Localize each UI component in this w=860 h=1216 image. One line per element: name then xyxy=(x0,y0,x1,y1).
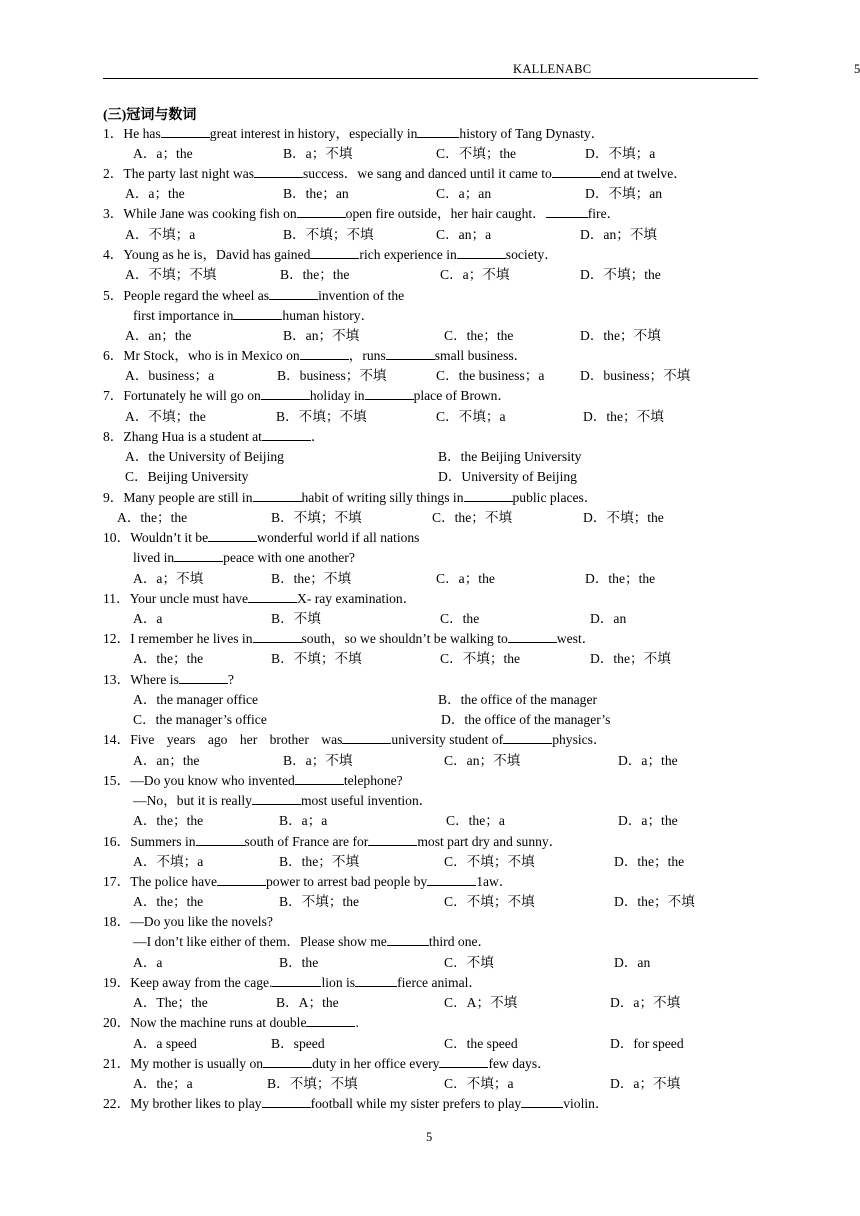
option-b: B．不填；不填 xyxy=(267,1076,358,1091)
question-4: 4．Young as he is，David has gained rich experience in society． xyxy=(103,247,558,262)
question-19: 19．Keep away from the cage. lion is fierce animal． xyxy=(103,975,483,990)
header-page-number: 5 xyxy=(854,62,860,76)
option-d: D．for speed xyxy=(610,1036,684,1051)
option-c: C．a；the xyxy=(436,571,495,586)
option-a: A．不填；a xyxy=(125,227,196,242)
option-a: A．an；the xyxy=(125,328,192,343)
option-a: A．business；a xyxy=(125,368,215,383)
option-c: C．the xyxy=(440,611,480,626)
option-c: C．不填 xyxy=(444,955,494,970)
question-15: 15．—Do you know who invented telephone? xyxy=(103,773,403,788)
option-d: D．an；不填 xyxy=(580,227,658,242)
answer-blank xyxy=(253,490,302,502)
option-d: D．the；不填 xyxy=(583,409,664,424)
option-d: D．an xyxy=(614,955,651,970)
question-20: 20．Now the machine runs at double . xyxy=(103,1015,359,1030)
answer-blank xyxy=(457,247,506,259)
question-22: 22．My brother likes to play football while my sister prefers to play violin． xyxy=(103,1096,609,1111)
option-c: C．A；不填 xyxy=(444,995,518,1010)
option-d: D．business；不填 xyxy=(580,368,691,383)
question-14: 14．Five years ago her brother was university student of physics． xyxy=(103,732,607,747)
answer-blank xyxy=(295,773,344,785)
option-b: B．a；不填 xyxy=(283,146,353,161)
answer-blank xyxy=(521,1096,563,1108)
option-c: C．the speed xyxy=(444,1036,518,1051)
option-c: C．an；a xyxy=(436,227,492,242)
answer-blank xyxy=(417,126,459,138)
option-b: B．不填；不填 xyxy=(271,651,362,666)
option-a: A．a xyxy=(133,955,163,970)
option-c: C．the；不填 xyxy=(432,510,513,525)
answer-blank xyxy=(464,490,513,502)
option-c: C．不填；a xyxy=(436,409,506,424)
question-17: 17．The police have power to arrest bad people by 1aw． xyxy=(103,874,513,889)
option-b: B．不填；the xyxy=(279,894,360,909)
answer-blank xyxy=(208,530,257,542)
option-b: B．the office of the manager xyxy=(438,692,598,707)
option-a: A．a xyxy=(133,611,163,626)
option-c: C．the；a xyxy=(446,813,505,828)
section-title: (三)冠词与数词 xyxy=(103,108,197,123)
answer-blank xyxy=(217,874,266,886)
question-21: 21．My mother is usually on duty in her office every few days． xyxy=(103,1056,551,1071)
option-a: A．the University of Beijing xyxy=(125,449,284,464)
option-a: A．the；the xyxy=(117,510,188,525)
option-a: A．the；the xyxy=(133,894,204,909)
question-11: 11．Your uncle must have X- ray examination． xyxy=(103,591,417,606)
option-b: B．the xyxy=(279,955,319,970)
answer-blank xyxy=(254,166,303,178)
option-b: B．the；an xyxy=(283,186,349,201)
option-c: C．an；不填 xyxy=(444,753,521,768)
option-d: D．the；不填 xyxy=(590,651,671,666)
option-b: B．the；不填 xyxy=(271,571,352,586)
question-6: 6．Mr Stock，who is in Mexico on ，runs small business． xyxy=(103,348,528,363)
option-a: A．The；the xyxy=(133,995,208,1010)
option-a: A．a；不填 xyxy=(133,571,204,586)
option-d: D．a；不填 xyxy=(610,995,681,1010)
option-d: D．the；不填 xyxy=(614,894,695,909)
option-a: A．不填；the xyxy=(125,409,206,424)
option-c: C．不填；不填 xyxy=(444,894,535,909)
option-b: B．a；a xyxy=(279,813,328,828)
question-7: 7．Fortunately he will go on holiday in place of Brown． xyxy=(103,388,511,403)
option-c: C．不填；a xyxy=(444,1076,514,1091)
answer-blank xyxy=(179,672,228,684)
question-18-continued: —I don’t like either of them．Please show me third one． xyxy=(133,934,492,949)
answer-blank xyxy=(552,166,601,178)
answer-blank xyxy=(261,388,310,400)
answer-blank xyxy=(253,631,302,643)
header-title: KALLENABC xyxy=(513,62,592,76)
question-5-continued: first importance in human history． xyxy=(133,308,375,323)
answer-blank xyxy=(342,732,391,744)
option-c: C．a；an xyxy=(436,186,492,201)
answer-blank xyxy=(546,206,588,218)
question-1: 1．He has great interest in history，especially in history of Tang Dynasty． xyxy=(103,126,605,141)
option-d: D．不填；the xyxy=(580,267,661,282)
option-d: D．a；the xyxy=(618,813,678,828)
option-b: B．the；不填 xyxy=(279,854,360,869)
option-d: D．the office of the manager’s xyxy=(441,712,611,727)
option-a: A．the；a xyxy=(133,1076,193,1091)
answer-blank xyxy=(306,1015,355,1027)
option-d: D．an xyxy=(590,611,627,626)
answer-blank xyxy=(174,550,223,562)
option-c: C．the business；a xyxy=(436,368,545,383)
option-d: D．不填；a xyxy=(585,146,656,161)
answer-blank xyxy=(263,1056,312,1068)
option-b: B．the；the xyxy=(280,267,350,282)
answer-blank xyxy=(196,834,245,846)
option-a: A．a；the xyxy=(125,186,185,201)
option-d: D．不填；the xyxy=(583,510,664,525)
question-8: 8．Zhang Hua is a student at ． xyxy=(103,429,325,444)
option-b: B．不填；不填 xyxy=(283,227,374,242)
question-10-continued: lived in peace with one another? xyxy=(133,550,355,565)
answer-blank xyxy=(355,975,397,987)
option-b: B．A；the xyxy=(276,995,339,1010)
question-15-continued: —No，but it is really most useful invention． xyxy=(133,793,433,808)
answer-blank xyxy=(439,1056,488,1068)
option-d: D．a；the xyxy=(618,753,678,768)
answer-blank xyxy=(310,247,359,259)
answer-blank xyxy=(262,1096,311,1108)
option-d: D．the；the xyxy=(614,854,685,869)
question-10: 10．Wouldn’t it be wonderful world if all nations xyxy=(103,530,420,545)
option-d: D．the；the xyxy=(585,571,656,586)
option-c: C．the manager’s office xyxy=(133,712,267,727)
footer-page-number: 5 xyxy=(426,1130,433,1144)
answer-blank xyxy=(262,429,311,441)
option-a: A．the；the xyxy=(133,813,204,828)
answer-blank xyxy=(365,388,414,400)
option-d: D．a；不填 xyxy=(610,1076,681,1091)
option-b: B．business；不填 xyxy=(277,368,387,383)
option-c: C．不填；the xyxy=(436,146,517,161)
question-16: 16．Summers in south of France are for most part dry and sunny． xyxy=(103,834,563,849)
answer-blank xyxy=(508,631,557,643)
question-9: 9．Many people are still in habit of writing silly things in public places． xyxy=(103,490,598,505)
option-c: C．不填；the xyxy=(440,651,521,666)
question-12: 12．I remember he lives in south，so we shouldn’t be walking to west． xyxy=(103,631,596,646)
option-a: A．不填；不填 xyxy=(125,267,217,282)
option-a: A．a speed xyxy=(133,1036,197,1051)
option-d: D．不填；an xyxy=(585,186,663,201)
answer-blank xyxy=(233,308,282,320)
option-b: B．the Beijing University xyxy=(438,449,582,464)
option-b: B．不填；不填 xyxy=(271,510,362,525)
option-b: B．不填 xyxy=(271,611,321,626)
option-a: A．不填；a xyxy=(133,854,204,869)
option-a: A．the manager office xyxy=(133,692,259,707)
option-b: B．speed xyxy=(271,1036,325,1051)
option-c: C．the；the xyxy=(444,328,514,343)
answer-blank xyxy=(252,793,301,805)
option-d: D．the；不填 xyxy=(580,328,661,343)
option-b: B．an；不填 xyxy=(283,328,360,343)
answer-blank xyxy=(387,934,429,946)
answer-blank xyxy=(297,206,346,218)
question-5: 5．People regard the wheel as invention of the xyxy=(103,288,405,303)
question-3: 3．While Jane was cooking fish on open fire outside，her hair caught． fire． xyxy=(103,206,621,221)
answer-blank xyxy=(503,732,552,744)
option-b: B．不填；不填 xyxy=(276,409,367,424)
page-header xyxy=(103,62,758,79)
answer-blank xyxy=(272,975,321,987)
option-c: C．a；不填 xyxy=(440,267,510,282)
option-a: A．an；the xyxy=(133,753,200,768)
option-a: A．a；the xyxy=(133,146,193,161)
question-18: 18．—Do you like the novels? xyxy=(103,914,273,929)
answer-blank xyxy=(300,348,349,360)
answer-blank xyxy=(248,591,297,603)
option-b: B．a；不填 xyxy=(283,753,353,768)
answer-blank xyxy=(427,874,476,886)
option-c: C．不填；不填 xyxy=(444,854,535,869)
answer-blank xyxy=(269,288,318,300)
answer-blank xyxy=(368,834,417,846)
option-a: A．the；the xyxy=(133,651,204,666)
option-d: D．University of Beijing xyxy=(438,469,577,484)
option-c: C．Beijing University xyxy=(125,469,249,484)
question-2: 2．The party last night was success．we sang and danced until it came to end at twelve． xyxy=(103,166,687,181)
question-13: 13．Where is ? xyxy=(103,672,234,687)
answer-blank xyxy=(386,348,435,360)
answer-blank xyxy=(161,126,210,138)
